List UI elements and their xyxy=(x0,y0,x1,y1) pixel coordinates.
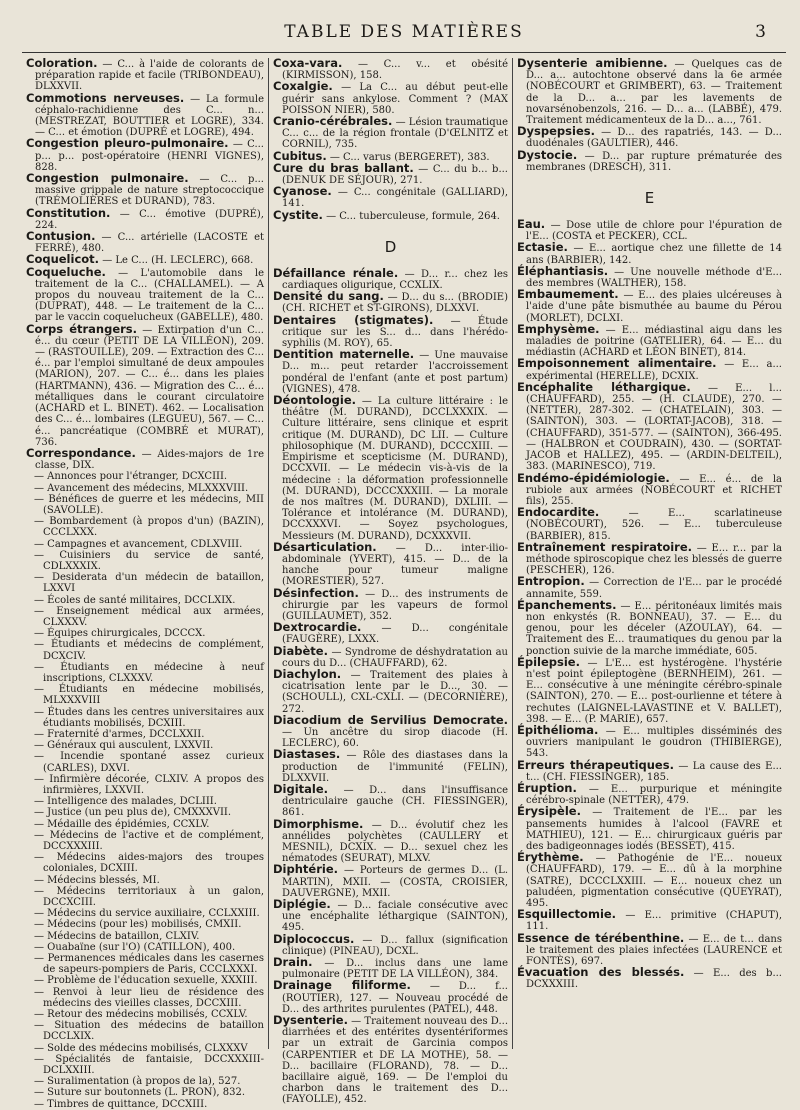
entry-heading: Cubitus. xyxy=(273,148,327,163)
index-subentry xyxy=(26,1076,264,1087)
index-subentry xyxy=(26,830,264,852)
entry-text: — La formule céphalo-rachidienne des C... n... (MESTREZAT, BOUTTIER et LOGRE), 334. — C... et émotion (DUPRÉ et LOGRE), 494. xyxy=(35,93,264,139)
index-entry xyxy=(273,980,508,1015)
entry-text: — Lésion traumatique C... c... de la région frontale (D'ŒLNITZ et CORNIL), 735. xyxy=(282,117,508,151)
entry-text: — D... des instruments de chirurgie par les vapeurs de formol (GUILLAUMET), 352. xyxy=(282,588,508,622)
index-entry xyxy=(273,931,508,957)
index-entry xyxy=(517,852,782,909)
index-entry xyxy=(26,231,264,254)
entry-heading: Coloration. xyxy=(26,56,98,70)
index-entry xyxy=(517,597,782,657)
entry-text: — Médecins (pour les) mobilisés, CMXII. xyxy=(34,919,242,931)
entry-heading: Encéphalite léthargique. xyxy=(517,379,691,394)
entry-text: — D... du s... (BRODIE) (CH. RICHET et ST-GIRONS), DLXXVI. xyxy=(282,292,508,315)
index-subentry xyxy=(26,1043,264,1054)
entry-text: — Quelques cas de D... a... autochtone observé dans la 6e armée (NOBÉCOURT et GRIMBERT), 63. — Traitement de la D... a... par les lavements de novarsénobenzols, 216. — D... a... (LABBÉ), 479. Traitement médicamenteux de la D... a..., 761. xyxy=(526,59,782,127)
entry-text: — Équipes chirurgicales, DCCCX. xyxy=(34,628,206,640)
entry-text: — D... inter-ilio-abdominale (YVERT), 415. — D... de la hanche pour tumeur maligne (MORESTIER), 527. xyxy=(282,542,508,588)
index-entry xyxy=(517,507,782,542)
index-entry xyxy=(273,312,508,350)
index-entry xyxy=(517,219,782,242)
index-entry xyxy=(273,81,508,116)
entry-text: — E... médiastinal aigu dans les maladies de poitrine (GATELIER), 64. — E... du médiastin (ACHARD et LÉON BINET), 814. xyxy=(526,324,782,359)
entry-text: — Ouabaïne (sur l'O) (CATILLON), 400. xyxy=(34,941,236,953)
entry-text: — Dose utile de chlore pour l'épuration de l'E... (COSTA et PECKER), CCL. xyxy=(526,220,782,243)
index-entry xyxy=(517,263,782,290)
index-subentry xyxy=(26,1054,264,1076)
entry-heading: Constitution. xyxy=(26,205,111,220)
entry-text: — Médecins territoriaux à un galon, DCCXCIII. xyxy=(34,885,264,909)
index-subentry xyxy=(26,516,264,538)
index-entry xyxy=(273,116,508,151)
entry-heading: Cystite. xyxy=(273,207,323,222)
entry-heading: Diphtérie. xyxy=(273,862,338,877)
entry-text: — Porteurs de germes D... (L. MARTIN), MXII. — (COSTA, CROISIER, DAUVERGNE), MXII. xyxy=(282,865,508,899)
entry-text: — C... du b... b... (DENUK DE SÉJOUR), 271. xyxy=(282,163,508,187)
entry-text: — C... v... et obésité (KIRMISSON), 158. xyxy=(282,59,508,82)
entry-text: — Médaille des épidémies, CCXLV. xyxy=(34,818,210,830)
index-subentry xyxy=(26,494,264,516)
index-subentry xyxy=(26,942,264,953)
index-entry xyxy=(517,909,782,932)
index-subentry xyxy=(26,740,264,751)
index-entry xyxy=(26,90,264,139)
entry-text: — Situation des médecins de bataillon DCCLXIX. xyxy=(34,1020,264,1043)
entry-heading: Contusion. xyxy=(26,229,96,244)
entry-heading: Esquillectomie. xyxy=(517,907,617,922)
entry-heading: Coquelicot. xyxy=(26,252,100,267)
entry-text: — La cause des E... t... (CH. FIESSINGER), 185. xyxy=(526,760,782,783)
entry-text: — D... r... chez les cardiaques oligurique, CCXLIX. xyxy=(282,268,508,292)
entry-heading: Erreurs thérapeutiques. xyxy=(517,757,674,772)
entry-heading: Empoisonnement alimentaire. xyxy=(517,356,717,371)
index-subentry xyxy=(26,1099,264,1110)
index-subentry xyxy=(26,751,264,773)
entry-heading: Épilepsie. xyxy=(517,654,580,669)
entry-text: — Traitement de l'E... par les pansements humides à l'alcool (FAVRE et MATHIEU), 121. — E... chirurgicaux guéris par des badigeonnages iodés (BESSET), 415. xyxy=(526,807,782,852)
index-entry xyxy=(273,291,508,314)
index-entry xyxy=(517,358,782,381)
index-subentry xyxy=(26,628,264,639)
index-entry xyxy=(273,622,508,645)
entry-heading: Dentaires (stigmates). xyxy=(273,312,434,327)
index-entry xyxy=(273,957,508,980)
entry-text: — E... des b... DCXXXIII. xyxy=(526,968,782,991)
index-subentry xyxy=(26,1087,264,1098)
entry-text: — Avancement des médecins, MLXXXVIII. xyxy=(34,482,249,494)
entry-heading: Emphysème. xyxy=(517,321,600,336)
entry-heading: Corps étrangers. xyxy=(26,321,138,336)
entry-heading: Épithélioma. xyxy=(517,722,599,737)
index-entry xyxy=(517,321,782,359)
entry-heading: Dextrocardie. xyxy=(273,620,362,635)
index-entry xyxy=(517,967,782,990)
entry-heading: Diplococcus. xyxy=(273,931,355,946)
entry-heading: Cure du bras ballant. xyxy=(273,160,414,175)
index-subentry xyxy=(26,606,264,628)
entry-heading: Cyanose. xyxy=(273,184,332,199)
index-entry xyxy=(273,395,508,542)
index-entry xyxy=(26,58,264,93)
entry-text: — Traitement des plaies à cicatrisation lente par le D..., 30. — (SCHOULL), CXL-CXLI. — (DECORNIÈRE), 272. xyxy=(282,669,508,715)
entry-text: — E... de t... dans le traitement des plaies infectées (LAURENCE et FONTÈS), 697. xyxy=(526,933,783,968)
entry-heading: Dystocie. xyxy=(517,147,578,162)
entry-text: — D... f... (ROUTIER), 127. — Nouveau procédé de D... des arthrites purulentes (PATEL), 448. xyxy=(282,981,508,1015)
index-entry xyxy=(517,289,782,324)
entry-heading: Digitale. xyxy=(273,781,329,796)
index-subentry xyxy=(26,819,264,830)
index-subentry xyxy=(26,931,264,942)
index-entry xyxy=(517,539,782,577)
index-subentry xyxy=(26,886,264,908)
entry-text: — Traitement nouveau des D... diarrhées et des entérites dysentériformes par un extrait de Garcinia compos (CARPENTIER et DE LA MOTHE), 58. — D... bacillaire (FLORAND), 78. — D... bacillaire aiguë, 169. — De l'emploi du charbon dans le traitement des D... (FAYOLLE), 452. xyxy=(282,1016,508,1106)
entry-text: — D... dans l'insuffisance dentriculaire gauche (CH. FIESSINGER), 861. xyxy=(282,784,508,819)
index-subentry xyxy=(26,595,264,606)
entry-heading: Entraînement respiratoire. xyxy=(517,539,693,554)
entry-heading: Diacodium de Servilius Democrate. xyxy=(273,712,508,727)
entry-text: — Médecins aides-majors des troupes coloniales, DCXIII. xyxy=(34,852,264,875)
index-entry xyxy=(517,147,782,173)
entry-heading: Ectasie. xyxy=(517,240,568,255)
entry-text: — Une nouvelle méthode d'E... des membres (WALTHER), 158. xyxy=(526,266,782,290)
entry-text: — E... aortique chez une fillette de 14 ans (BARBIER), 142. xyxy=(526,243,782,266)
entry-text: — Bénéfices de guerre et les médecins, MII (SAVOLLE). xyxy=(34,493,264,516)
entry-heading: Dimorphisme. xyxy=(273,816,364,831)
entry-text: — Extirpation d'un C... é... du cœur (PETIT DE LA VILLÉON), 209. — (RASTOUILLE), 209. — Extraction des C... é... par l'emploi simultané de deux ampoules (MARION), 207. — C... é... dans les plaies (HARTMANN), 436. — Migration des C... é... métalliques dans le courant circulatoire (ACHARD et L. BINET). 462. — Localisation des C... é... lombaires (LEGUEU), 567. — C... é... pancréatique (COMBRÉ et MURAT), 736. xyxy=(35,324,265,448)
entry-text: — Cuisiniers du service de santé, CDLXXXIX. xyxy=(34,549,264,572)
entry-text: — D... des rapatriés, 143. — D... duodénales (GAULTIER), 446. xyxy=(526,127,782,150)
index-entry xyxy=(517,126,782,149)
entry-text: — Généraux qui ausculent, LXXVII. xyxy=(34,740,214,752)
entry-heading: Embaumement. xyxy=(517,287,619,302)
entry-text: — E... multiples disséminés des ouvriers manipulant le goudron (THIBIERGE), 543. xyxy=(526,725,782,760)
index-entry xyxy=(273,539,508,588)
index-entry xyxy=(517,757,782,783)
page-header xyxy=(22,0,786,48)
section-letter: E xyxy=(644,189,655,208)
entry-heading: Désinfection. xyxy=(273,585,359,600)
entry-text: — D... fallux (signification clinique) (PINEAU), DCXL. xyxy=(282,934,508,957)
index-subentry xyxy=(26,975,264,986)
section-letter: D xyxy=(384,237,397,256)
index-subentry xyxy=(26,707,264,729)
index-entry xyxy=(517,806,782,852)
entry-text: — Solde des médecins mobilisés, CLXXXV xyxy=(34,1042,248,1054)
entry-text: — Étudiants et médecins de complément, DCXCIV. xyxy=(34,639,264,662)
index-subentry xyxy=(26,796,264,807)
entry-text: — Écoles de santé militaires, DCCLXIX. xyxy=(34,594,236,606)
index-entry xyxy=(273,207,508,222)
index-entry xyxy=(517,379,782,473)
index-subentry xyxy=(26,639,264,661)
index-entry xyxy=(273,899,508,934)
entry-text: — Campagnes et avancement, CDLXVIII. xyxy=(34,538,243,550)
index-entry xyxy=(273,160,508,187)
entry-heading: Dysenterie amibienne. xyxy=(517,56,668,70)
index-subentry xyxy=(26,1020,264,1042)
entry-text: — Le C... (H. LECLERC), 668. xyxy=(99,255,254,267)
index-subentry xyxy=(26,572,264,594)
entry-text: — D... congénitale (FAUGÈRE), LXXX. xyxy=(282,623,508,646)
index-entry xyxy=(26,264,264,324)
entry-text: — D... par rupture prématurée des membranes (DRESCH), 311. xyxy=(526,150,782,173)
entry-text: — D... évolutif chez les annélides polychètes (CAULLERY et MESNIL), DCXIX. — D... sexuel chez les nématodes (SEURAT), MLXV. xyxy=(282,819,508,865)
index-entry xyxy=(273,816,508,865)
entry-text: — C... artérielle (LACOSTE et FERRÉ), 480. xyxy=(35,232,264,255)
header-rule xyxy=(22,52,786,53)
index-subentry xyxy=(26,539,264,550)
entry-text: — Renvoi à leur lieu de résidence des médecins des vieilles classes, DCCXIII. xyxy=(34,986,264,1009)
entry-text: — Incendie spontané assez curieux (CARLES), DXVI. xyxy=(34,751,264,774)
index-subentry xyxy=(26,550,264,572)
entry-text: — Étudiants en médecine mobilisés, MLXXXVIII xyxy=(34,684,264,707)
entry-heading: Dyspepsies. xyxy=(517,124,595,139)
entry-text: — Timbres de quittance, DCCXIII. xyxy=(34,1098,208,1110)
entry-heading: Érysipèle. xyxy=(517,804,581,819)
entry-text: — C... congénitale (GALLIARD), 141. xyxy=(282,187,508,210)
entry-text: — C... p... massive grippale de nature streptococcique (TRÉMOLIÈRES et DURAND), 783. xyxy=(35,174,264,208)
entry-text: — La culture littéraire : le théâtre (M. DURAND), DCCLXXXIX. — Culture littéraire, sens clinique et esprit critique (M. DURAND), DC LII. — Culture philosophique (M. DURAND), DCCCXIII. — Empirisme et scepticisme (M. DURAND), DCCXVII. — Le médecin vis-à-vis de la médecine : la déformation professionnelle (M. DURAND), DCCCXXXIII. — La morale de nos maîtres (M. DURAND), DXLIII. — Tolérance et intolérance (M. DURAND), DCCXXXVI. — Soyez psychologues, Messieurs (M. DURAND), DCXXXVII. xyxy=(282,396,508,542)
entry-text: — D... inclus dans une lame pulmonaire (PETIT DE LA VILLÉON), 384. xyxy=(282,958,508,981)
entry-heading: Correspondance. xyxy=(26,445,136,460)
index-entry xyxy=(273,58,508,81)
entry-text: — Spécialités de fantaisie, DCCXXXIII-DCLXXIII. xyxy=(34,1053,264,1077)
entry-text: — Bombardement (à propos d'un) (BAZIN), CCCLXXX. xyxy=(34,516,264,539)
entry-heading: Endémo-épidémiologie. xyxy=(517,470,670,485)
entry-text: — Suture sur boutonnets (L. PRON), 832. xyxy=(34,1087,245,1099)
entry-heading: Eau. xyxy=(517,217,546,232)
entry-text: — C... tuberculeuse, formule, 264. xyxy=(322,210,500,222)
entry-text: — Syndrome de déshydratation au cours du D... (CHAUFFARD), 62. xyxy=(282,646,508,669)
entry-text: — E... a... expérimental (HERELLE), DCXIX. xyxy=(526,359,782,382)
entry-heading: Diplégie. xyxy=(273,897,331,912)
entry-heading: Drain. xyxy=(273,955,313,970)
index-entry xyxy=(273,749,508,784)
entry-text: — Suralimentation (à propos de la), 527. xyxy=(34,1076,241,1088)
index-entry xyxy=(273,1015,508,1106)
entry-text: — Médecins du service auxiliaire, CCLXXIII. xyxy=(34,908,260,920)
index-entry xyxy=(273,712,508,750)
entry-text: — Problème de l'éducation sexuelle, XXXIII. xyxy=(34,975,258,987)
index-subentry xyxy=(26,852,264,874)
index-entry xyxy=(273,781,508,819)
entry-text: — Médecins de l'active et de complément, DCCXXXIII. xyxy=(34,829,264,853)
entry-text: — E... l... (CHAUFFARD), 255. — (H. CLAUDE), 270. — (NETTER), 287-302. — (CHATELAIN), 303. — (SAINTON), 303. — (LORTAT-JACOB), 318. — (CHAUFFARD), 351-577. — (SAINTON), 366-495. — (HALBRON et COUDRAIN), 430. — (SORTAT-JACOB et HALLEZ), 495. — (ARDIN-DELTEIL), 383. (MARINESCO), 719. xyxy=(526,382,782,473)
index-subentry xyxy=(26,987,264,1009)
entry-heading: Dysenterie. xyxy=(273,1013,348,1028)
entry-heading: Densité du sang. xyxy=(273,289,384,304)
entry-heading: Cranio-cérébrales. xyxy=(273,114,393,129)
entry-text: — Desiderata d'un médecin de bataillon, LXXVI xyxy=(34,572,264,595)
entry-text: — C... à l'aide de colorants de préparation rapide et facile (TRIBONDEAU), DLXXVII. xyxy=(35,59,264,93)
entry-heading: Éléphantiasis. xyxy=(517,263,609,278)
entry-text: — E... des plaies ulcéreuses à l'aide d'une pâte bismuthée au baume du Pérou (MORLET), DCLXI. xyxy=(526,290,782,324)
index-entry xyxy=(517,58,782,126)
entry-text: — D... faciale consécutive avec une encéphalite léthargique (SAINTON), 495. xyxy=(282,900,508,934)
page-number: 3 xyxy=(755,22,766,42)
entry-heading: Désarticulation. xyxy=(273,539,377,554)
index-entry xyxy=(26,205,264,231)
entry-text: — La C... au début peut-elle guérir sans ankylose. Comment ? (MAX POISSON NIER), 580. xyxy=(282,82,508,116)
entry-text: — E... r... par la méthode spiroscopique chez les blessés de guerre (PESCHER), 126. xyxy=(526,542,782,577)
entry-text: — Annonces pour l'étranger, DCXCIII. xyxy=(34,471,228,483)
index-entry xyxy=(273,864,508,899)
index-subentry xyxy=(26,729,264,740)
entry-text: — Étudiants en médecine à neuf inscriptions, CLXXXV. xyxy=(34,661,264,684)
index-subentry xyxy=(26,953,264,975)
entry-text: — Étude critique sur les S... d... dans l'hérédo-syphilis (M. ROY), 65. xyxy=(282,315,508,350)
entry-text: — Médecins de bataillon, CLXIV. xyxy=(34,930,200,942)
index-column-2 xyxy=(269,56,513,1106)
entry-text: — E... scarlatineuse (NOBÉCOURT), 526. — E... tuberculeuse (BARBIER), 815. xyxy=(526,508,782,542)
index-entry xyxy=(517,654,782,725)
entry-heading: Congestion pulmonaire. xyxy=(26,171,189,186)
entry-text: — Médecins blessés, MI. xyxy=(34,874,160,886)
entry-text: — E... péritonéaux limités mais non enkystés (R. BONNEAU), 37. — E... du genou, pour les déceler (AZOULAY), 64. — Traitement des E... traumatiques du genou par la ponction suivie de la marche immédiate, 605. xyxy=(526,600,782,657)
page-title: TABLE DES MATIÈRES xyxy=(284,22,524,42)
entry-text: — C... varus (BERGERET), 383. xyxy=(326,151,490,163)
entry-heading: Coxa-vara. xyxy=(273,56,343,70)
entry-text: — Une mauvaise D... m... peut retarder l'accroissement pondéral de l'enfant (ante et post partum) (VIGNES), 478. xyxy=(282,350,508,395)
index-entry xyxy=(517,470,782,508)
entry-heading: Coqueluche. xyxy=(26,264,106,279)
index-entry xyxy=(26,138,264,173)
entry-text: — E... é... de la rubiole aux armées (NOBÉCOURT et RICHET fils), 255. xyxy=(526,473,782,507)
entry-text: — Études dans les centres universitaires aux étudiants mobilisés, DCXIII. xyxy=(34,706,264,729)
index-entry xyxy=(273,186,508,209)
entry-text: — Fraternité d'armes, DCCLXXII. xyxy=(34,728,205,740)
entry-text: — Aides-majors de 1re classe, DIX. xyxy=(35,448,264,472)
entry-heading: Drainage filiforme. xyxy=(273,978,411,993)
entry-heading: Défaillance rénale. xyxy=(273,265,399,280)
entry-heading: Congestion pleuro-pulmonaire. xyxy=(26,136,229,151)
index-subentry xyxy=(26,471,264,482)
entry-text: — Intelligence des malades, DCLIII. xyxy=(34,796,217,808)
entry-heading: Éruption. xyxy=(517,780,577,795)
entry-heading: Essence de térébenthine. xyxy=(517,930,685,945)
index-column-1 xyxy=(22,56,269,1110)
entry-text: — Enseignement médical aux armées, CLXXXV. xyxy=(34,605,264,628)
entry-heading: Coxalgie. xyxy=(273,79,333,94)
entry-text: — Un ancêtre du sirop diacode (H. LECLERC), 60. xyxy=(282,726,508,750)
entry-text: — E... primitive (CHAPUT), 111. xyxy=(526,910,782,933)
index-entry xyxy=(517,930,783,968)
index-entry xyxy=(26,321,265,448)
entry-text: — Permanences médicales dans les casernes de sapeurs-pompiers de Paris, CCCLXXXI. xyxy=(34,953,264,976)
index-column-3 xyxy=(513,58,786,1049)
index-entry xyxy=(273,265,508,292)
index-entry xyxy=(517,576,782,599)
entry-heading: Érythème. xyxy=(517,850,584,865)
index-columns xyxy=(22,56,786,1110)
entry-heading: Diachylon. xyxy=(273,666,342,681)
index-entry xyxy=(26,445,264,472)
entry-text: — Pathogénie de l'E... noueux (CHAUFFARD), 179. — E... dû à la morphine (SATRE), DCCCLXXIII. — E... noueux chez un paludéen, pigmentation consécutive (QUEYRAT), 495. xyxy=(526,853,782,910)
entry-heading: Diastases. xyxy=(273,747,341,762)
entry-heading: Entropion. xyxy=(517,574,585,589)
index-subentry xyxy=(26,875,264,886)
index-subentry xyxy=(26,807,264,818)
entry-heading: Commotions nerveuses. xyxy=(26,90,185,105)
index-subentry xyxy=(26,483,264,494)
entry-heading: Déontologie. xyxy=(273,393,357,408)
entry-text: — L'automobile dans le traitement de la C... (CHALLAMEL). — A propos du nouveau traitement de la C... (DUPRAT), 448. — Le traitement de la C... par le vaccin coquelucheux (GABELLE), 480. xyxy=(35,267,264,324)
index-entry xyxy=(273,643,508,669)
entry-heading: Diabète. xyxy=(273,643,328,658)
index-subentry xyxy=(26,1009,264,1020)
entry-text: — L'E... est hystérogène. l'hystérie n'est point épileptogène (BERNHEIM), 261. — E... consécutive à une méningite cérébro-spinale (SAINTON), 270. — E... post-ourlienne et tétere à rechutes (LAIGNEL-LAVASTINE et V. BALLET), 398. — E... (P. MARIE), 657. xyxy=(526,657,782,725)
entry-heading: Épanchements. xyxy=(517,597,617,612)
entry-text: — Retour des médecins mobilisés, CCXLV. xyxy=(34,1009,248,1021)
index-entry xyxy=(273,585,508,623)
index-entry xyxy=(517,780,782,807)
index-subentry xyxy=(26,662,264,684)
entry-text: — Correction de l'E... par le procédé annamite, 559. xyxy=(526,577,782,600)
entry-text: — Rôle des diastases dans la production de l'immunité (FELIN), DLXXVII. xyxy=(282,750,508,784)
entry-text: — Justice (un peu plus de), CMXXXVII. xyxy=(34,807,232,819)
index-entry xyxy=(517,722,782,760)
entry-text: — C... p... p... post-opératoire (HENRI VIGNES), 828. xyxy=(35,139,264,173)
entry-text: — E... purpurique et méningite cérébro-spinale (NETTER), 479. xyxy=(526,783,782,807)
index-subentry xyxy=(26,919,264,930)
entry-heading: Dentition maternelle. xyxy=(273,347,415,362)
index-subentry xyxy=(26,774,264,796)
entry-heading: Évacuation des blessés. xyxy=(517,965,685,980)
index-subentry xyxy=(26,908,264,919)
index-entry xyxy=(273,666,508,715)
entry-text: — C... émotive (DUPRÉ), 224. xyxy=(35,208,264,231)
index-entry xyxy=(517,242,782,265)
index-subentry xyxy=(26,684,264,706)
entry-text: — Infirmière décorée, CLXIV. A propos des infirmières, LXXVII. xyxy=(34,773,264,796)
entry-heading: Endocardite. xyxy=(517,505,600,520)
index-entry xyxy=(26,173,264,208)
index-entry xyxy=(273,349,508,395)
